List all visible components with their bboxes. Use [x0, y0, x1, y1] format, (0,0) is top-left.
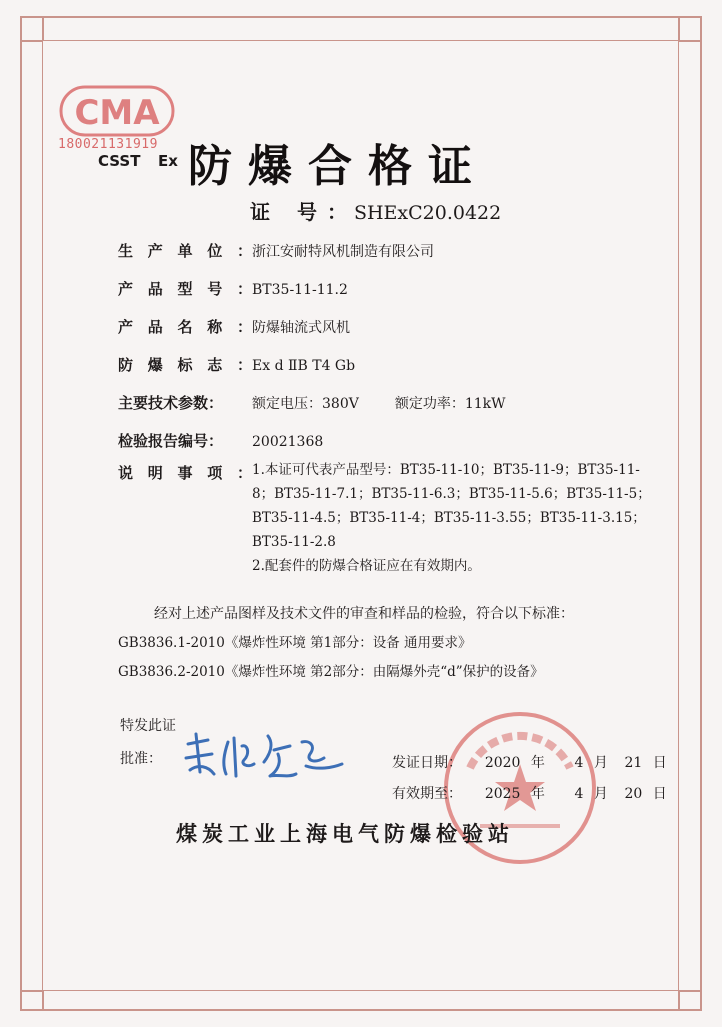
field-value: 防爆轴流式风机 [252, 320, 350, 336]
page-title: 防爆合格证 [188, 141, 488, 192]
certificate-number [250, 196, 501, 225]
field-label: 防爆标志： [118, 356, 252, 374]
valid-date-label: 有效期至： [392, 786, 462, 802]
border-corner-line [42, 16, 44, 40]
issue-date [392, 752, 667, 772]
field-row-report-number [118, 430, 323, 451]
certificate-number-value: SHExC20.0422 [353, 202, 502, 224]
certificate-number-sep: ： [326, 200, 347, 224]
issue-date-label: 发证日期： [392, 755, 462, 771]
special-issue-note: 特发此证 [120, 718, 176, 734]
standard-item: GB3836.1-2010《爆炸性环境 第1部分：设备 通用要求》 [118, 635, 472, 651]
day-unit: 日 [652, 786, 667, 802]
field-value: 额定电压：380V [252, 396, 359, 412]
field-label: 说明事项： [118, 464, 252, 482]
note-line: 2.配套件的防爆合格证应在有效期内。 [252, 558, 481, 574]
valid-month: 4 [574, 786, 584, 802]
signature [178, 724, 348, 794]
note-line: BT35-11-2.8 [252, 534, 336, 550]
field-row-model [118, 278, 348, 299]
standards-block [118, 600, 678, 687]
border-corner-line [42, 990, 44, 1011]
field-label: 生产单位： [118, 242, 252, 260]
field-label: 主要技术参数： [118, 394, 224, 412]
month-unit: 月 [593, 755, 608, 771]
note-line: 8；BT35-11-7.1；BT35-11-6.3；BT35-11-5.6；BT35-11-5； [252, 486, 651, 502]
border-corner-line [679, 40, 702, 42]
ex-prefix: Ex [158, 152, 178, 170]
field-row-manufacturer [118, 240, 434, 261]
year-unit: 年 [530, 755, 545, 771]
approve-label: 批准： [120, 751, 162, 767]
year-unit: 年 [530, 786, 545, 802]
field-row-notes [118, 462, 252, 483]
border-corner-line [678, 990, 680, 1011]
field-row-product-name [118, 316, 350, 337]
field-value: BT35-11-11.2 [252, 282, 348, 298]
field-label: 产品型号： [118, 280, 252, 298]
certificate-number-label: 证 号 [250, 200, 327, 224]
field-label: 检验报告编号： [118, 432, 224, 450]
issue-day: 21 [624, 755, 643, 771]
cma-logo [58, 84, 176, 138]
field-label: 产品名称： [118, 318, 252, 336]
field-row-tech-params [118, 392, 506, 413]
border-corner-line [20, 40, 42, 42]
logo-number: 180021131919 [58, 137, 158, 152]
issuing-authority: 煤炭工业上海电气防爆检验站 [176, 822, 514, 846]
valid-year: 2025 [484, 786, 521, 802]
valid-day: 20 [624, 786, 643, 802]
valid-until-date [392, 783, 667, 803]
note-line: 1.本证可代表产品型号：BT35-11-10；BT35-11-9；BT35-11- [252, 462, 640, 478]
border-corner-line [678, 16, 680, 40]
note-line: BT35-11-4.5；BT35-11-4；BT35-11-3.55；BT35-11-3.15； [252, 510, 646, 526]
month-unit: 月 [593, 786, 608, 802]
border-corner-line [679, 990, 702, 992]
csst-mark: CSST [98, 152, 141, 170]
standards-intro: 经对上述产品图样及技术文件的审查和样品的检验，符合以下标准： [154, 606, 574, 622]
field-value: 20021368 [252, 434, 324, 450]
issue-year: 2020 [484, 755, 521, 771]
issue-month: 4 [574, 755, 584, 771]
field-value: Ex d ⅡB T4 Gb [252, 358, 356, 374]
field-row-ex-marking [118, 354, 355, 375]
border-corner-line [20, 990, 42, 992]
field-value: 浙江安耐特风机制造有限公司 [252, 244, 434, 260]
standard-item: GB3836.2-2010《爆炸性环境 第2部分：由隔爆外壳“d”保护的设备》 [118, 664, 544, 680]
day-unit: 日 [652, 755, 667, 771]
notes-block [252, 458, 677, 578]
svg-text:CMA: CMA [74, 93, 160, 133]
field-value-secondary: 额定功率：11kW [394, 396, 506, 412]
